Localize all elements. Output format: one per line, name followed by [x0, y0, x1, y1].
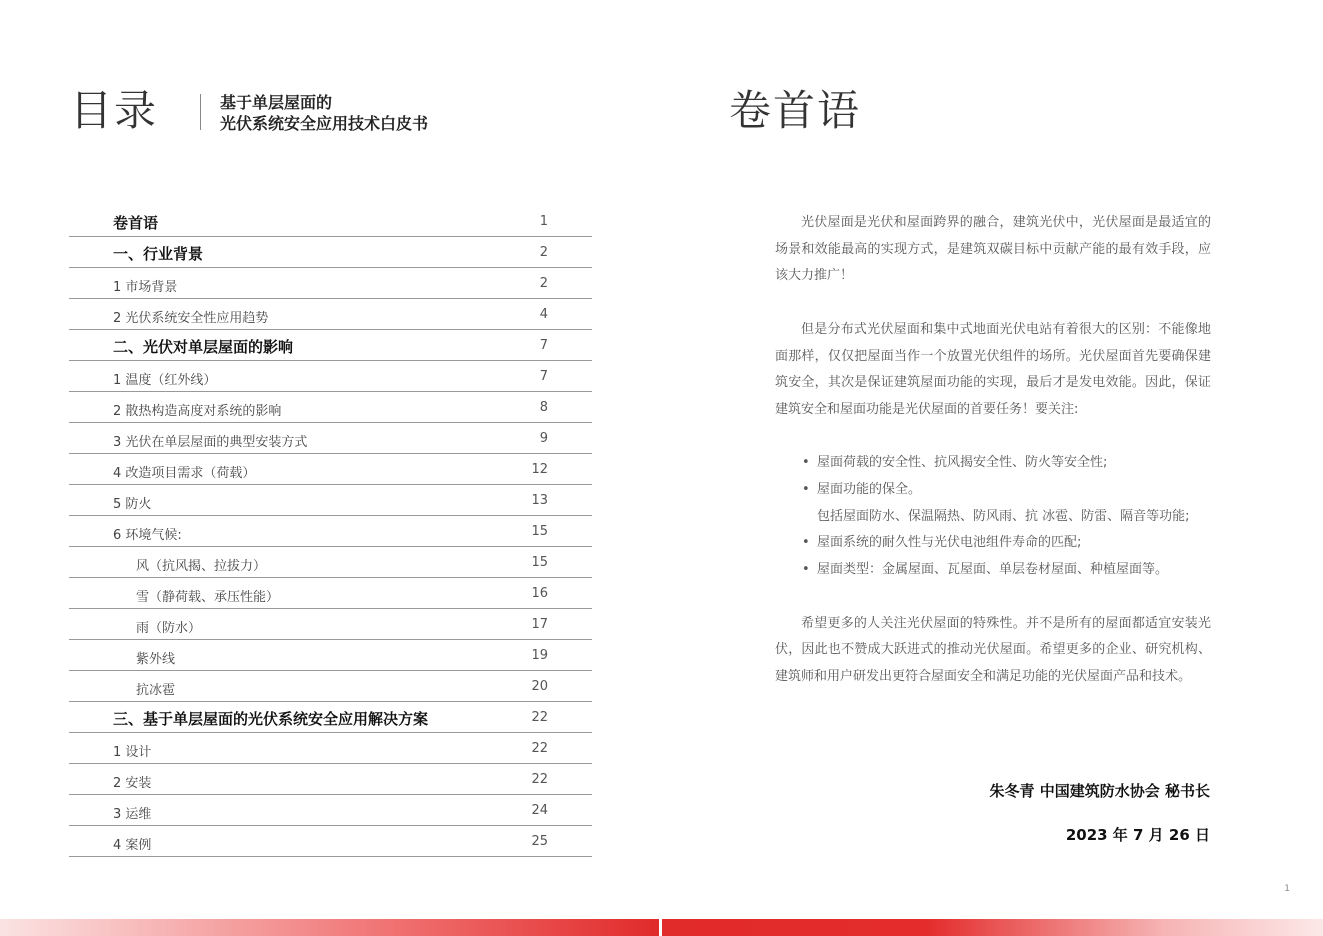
toc-entry-page-number: 25 [531, 834, 548, 849]
toc-entry-page-number: 12 [531, 462, 548, 477]
preface-body [775, 210, 1211, 717]
toc-entry-page-number: 2 [539, 245, 548, 260]
author-signature: 朱冬青 中国建筑防水协会 秘书长 [989, 782, 1210, 800]
toc-entry-page-number: 16 [531, 586, 548, 601]
toc-entry[interactable] [69, 516, 592, 547]
toc-entry-page-number: 7 [539, 369, 548, 384]
toc-entry-label: 3 光伏在单层屋面的典型安装方式 [113, 435, 308, 450]
toc-entry-label: 3 运维 [113, 807, 152, 822]
toc-entry[interactable] [69, 454, 592, 485]
toc-entry[interactable] [69, 826, 592, 857]
toc-entry[interactable] [69, 578, 592, 609]
bullet-item: • 屋面类型：金属屋面、瓦屋面、单层卷材屋面、种植屋面等。 [775, 557, 1211, 584]
toc-entry[interactable] [69, 609, 592, 640]
preface-date: 2023 年 7 月 26 日 [1065, 826, 1210, 844]
toc-entry-page-number: 15 [531, 555, 548, 570]
toc-entry-label: 2 散热构造高度对系统的影响 [113, 404, 282, 419]
toc-entry-page-number: 2 [539, 276, 548, 291]
page-spine-gap [659, 919, 662, 936]
toc-entry[interactable] [69, 671, 592, 702]
toc-entry[interactable] [69, 237, 592, 268]
toc-entry-label: 三、基于单层屋面的光伏系统安全应用解决方案 [113, 710, 429, 728]
toc-entry-label: 紫外线 [136, 652, 176, 667]
bullet-item: • 屋面荷载的安全性、抗风揭安全性、防火等安全性; [775, 450, 1211, 477]
toc-entry-label: 雨（防水） [136, 621, 202, 636]
toc-entry-label: 风（抗风揭、拉拔力） [136, 559, 267, 574]
toc-entry[interactable] [69, 361, 592, 392]
toc-entry-page-number: 24 [531, 803, 548, 818]
toc-entry-page-number: 13 [531, 493, 548, 508]
toc-entry-label: 2 安装 [113, 776, 152, 791]
toc-entry-label: 4 改造项目需求（荷载） [113, 466, 256, 481]
toc-entry-label: 二、光伏对单层屋面的影响 [113, 338, 294, 356]
toc-entry-label: 6 环境气候: [113, 528, 182, 543]
toc-entry-page-number: 22 [531, 741, 548, 756]
toc-entry-page-number: 19 [531, 648, 548, 663]
toc-entry[interactable] [69, 547, 592, 578]
bullet-item: • 屋面系统的耐久性与光伏电池组件寿命的匹配; [775, 530, 1211, 557]
toc-entry-page-number: 1 [539, 214, 548, 229]
toc-entry[interactable] [69, 330, 592, 361]
toc-entry-label: 1 市场背景 [113, 280, 178, 295]
toc-entry-page-number: 17 [531, 617, 548, 632]
subtitle-line-2: 光伏系统安全应用技术白皮书 [220, 114, 429, 133]
preface-paragraph-2: 但是分布式光伏屋面和集中式地面光伏电站有着很大的区别：不能像地面那样，仅仅把屋面当作一个放置光伏组件的场所。光伏屋面首先要确保建筑安全，其次是保证建筑屋面功能的实现，最后才是发电效能。因此，保证建筑安全和屋面功能是光伏屋面的首要任务！要关注: [775, 321, 1211, 417]
toc-entry-label: 雪（静荷载、承压性能） [136, 590, 280, 605]
toc-entry-label: 一、行业背景 [113, 245, 204, 263]
toc-entry[interactable] [69, 485, 592, 516]
toc-entry[interactable] [69, 795, 592, 826]
toc-entry[interactable] [69, 764, 592, 795]
toc-entry[interactable] [69, 392, 592, 423]
toc-entry[interactable] [69, 206, 592, 237]
toc-entry-page-number: 4 [539, 307, 548, 322]
toc-entry[interactable] [69, 702, 592, 733]
document-subtitle [220, 92, 428, 134]
preface-title: 卷首语 [729, 86, 862, 135]
title-divider [200, 94, 201, 130]
subtitle-line-1: 基于单层屋面的 [220, 93, 333, 112]
toc-list [69, 206, 592, 857]
page-number: 1 [1284, 884, 1290, 894]
toc-entry-label: 2 光伏系统安全性应用趋势 [113, 311, 269, 326]
toc-entry-page-number: 7 [539, 338, 548, 353]
toc-entry-page-number: 8 [539, 400, 548, 415]
bullet-item: • 屋面功能的保全。 [775, 477, 1211, 504]
toc-entry-label: 卷首语 [113, 214, 159, 232]
bullet-item-continuation: 包括屋面防水、保温隔热、防风雨、抗 冰雹、防雷、隔音等功能; [817, 508, 1190, 524]
toc-entry-label: 5 防火 [113, 497, 152, 512]
toc-entry[interactable] [69, 299, 592, 330]
toc-entry-page-number: 9 [539, 431, 548, 446]
toc-entry-label: 1 设计 [113, 745, 152, 760]
toc-entry-page-number: 20 [531, 679, 548, 694]
toc-title: 目录 [70, 86, 159, 135]
toc-entry[interactable] [69, 423, 592, 454]
toc-entry-label: 抗冰雹 [136, 683, 176, 698]
toc-entry-label: 1 温度（红外线） [113, 373, 217, 388]
toc-entry-label: 4 案例 [113, 838, 152, 853]
preface-bullet-list [775, 450, 1211, 584]
toc-entry-page-number: 15 [531, 524, 548, 539]
toc-entry[interactable] [69, 640, 592, 671]
preface-paragraph-3: 希望更多的人关注光伏屋面的特殊性。并不是所有的屋面都适宜安装光伏，因此也不赞成大跃进式的推动光伏屋面。希望更多的企业、研究机构、建筑师和用户研发出更符合屋面安全和满足功能的光伏屋面产品和技术。 [775, 615, 1211, 684]
toc-entry-page-number: 22 [531, 772, 548, 787]
toc-entry[interactable] [69, 733, 592, 764]
toc-entry[interactable] [69, 268, 592, 299]
preface-paragraph-1: 光伏屋面是光伏和屋面跨界的融合，建筑光伏中，光伏屋面是最适宜的场景和效能最高的实现方式，是建筑双碳目标中贡献产能的最有效手段，应该大力推广！ [775, 215, 1211, 284]
toc-entry-page-number: 22 [531, 710, 548, 725]
